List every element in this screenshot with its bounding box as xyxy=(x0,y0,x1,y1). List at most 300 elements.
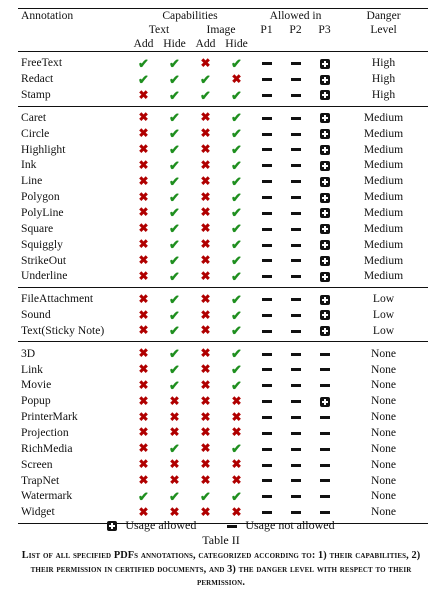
danger-level: None xyxy=(370,457,397,471)
cap-add-text-cell xyxy=(128,205,159,221)
allowed-p1-cell xyxy=(252,205,281,221)
cap-add-image-cell xyxy=(190,425,221,441)
dash-icon xyxy=(291,164,301,167)
dash-icon xyxy=(320,448,330,451)
cross-icon: ✖ xyxy=(200,425,211,440)
cap-add-text-cell xyxy=(128,189,159,205)
header-spacer xyxy=(310,37,339,52)
check-icon: ✔ xyxy=(169,55,180,71)
cap-hide-text-cell xyxy=(159,236,190,252)
dash-icon xyxy=(262,464,272,467)
allowed-p1-cell xyxy=(252,307,281,323)
dash-icon xyxy=(291,180,301,183)
header-image: Image xyxy=(206,23,236,36)
cross-icon: ✖ xyxy=(200,205,211,220)
cap-hide-image-cell xyxy=(221,71,252,87)
cap-hide-text-cell xyxy=(159,377,190,393)
cap-add-text-cell xyxy=(128,141,159,157)
dash-icon xyxy=(262,495,272,498)
cross-icon: ✖ xyxy=(138,291,149,306)
annotation-name: TrapNet xyxy=(21,473,60,487)
cross-icon: ✖ xyxy=(200,237,211,252)
check-icon: ✔ xyxy=(231,173,242,189)
dash-icon xyxy=(262,228,272,231)
table-row xyxy=(18,87,428,106)
dash-icon xyxy=(262,117,272,120)
allowed-p2-cell xyxy=(281,307,310,323)
cap-add-image-cell xyxy=(190,268,221,287)
cross-icon: ✖ xyxy=(200,189,211,204)
cap-hide-image-cell xyxy=(221,125,252,141)
cap-hide-text-cell xyxy=(159,393,190,409)
cap-add-text-cell xyxy=(128,268,159,287)
check-icon: ✔ xyxy=(169,488,180,504)
check-icon: ✔ xyxy=(169,441,180,457)
header-capabilities: Capabilities xyxy=(128,9,252,24)
dash-icon xyxy=(262,384,272,387)
cross-icon: ✖ xyxy=(138,346,149,361)
allowed-p1-cell xyxy=(252,393,281,409)
cap-hide-image-cell xyxy=(221,409,252,425)
dash-icon xyxy=(291,259,301,262)
dash-icon xyxy=(262,94,272,97)
cap-hide-image-cell xyxy=(221,252,252,268)
allowed-p2-cell xyxy=(281,125,310,141)
cap-hide-text-cell xyxy=(159,342,190,361)
check-icon: ✔ xyxy=(169,221,180,237)
cap-add-text-cell xyxy=(128,488,159,504)
dash-icon xyxy=(291,117,301,120)
check-icon: ✔ xyxy=(231,377,242,393)
cross-icon: ✖ xyxy=(200,173,211,188)
cap-add-image-cell xyxy=(190,87,221,106)
header-spacer xyxy=(252,37,281,52)
header-level: Level xyxy=(370,23,397,36)
cross-icon: ✖ xyxy=(231,425,242,440)
cross-icon: ✖ xyxy=(231,504,242,519)
dash-icon xyxy=(291,353,301,356)
cross-icon: ✖ xyxy=(138,237,149,252)
allowed-p2-cell xyxy=(281,268,310,287)
cap-hide-text-cell xyxy=(159,472,190,488)
plus-box-icon xyxy=(320,326,330,336)
cap-add-image-cell xyxy=(190,440,221,456)
cross-icon: ✖ xyxy=(138,189,149,204)
cap-add-image-cell xyxy=(190,409,221,425)
cross-icon: ✖ xyxy=(138,268,149,283)
cap-hide-text-cell xyxy=(159,252,190,268)
plus-box-icon xyxy=(320,161,330,171)
check-icon: ✔ xyxy=(231,157,242,173)
cross-icon: ✖ xyxy=(200,252,211,267)
cross-icon: ✖ xyxy=(138,87,149,102)
table-row xyxy=(18,488,428,504)
header-p2: P2 xyxy=(289,23,302,36)
allowed-p3-cell xyxy=(310,87,339,106)
dash-icon xyxy=(291,330,301,333)
check-icon: ✔ xyxy=(169,252,180,268)
table-row xyxy=(18,456,428,472)
dash-icon xyxy=(262,148,272,151)
danger-level: None xyxy=(370,489,397,503)
allowed-p1-cell xyxy=(252,488,281,504)
header-add-image: Add xyxy=(195,37,216,50)
cap-hide-text-cell xyxy=(159,440,190,456)
cross-icon: ✖ xyxy=(200,323,211,338)
cap-hide-image-cell xyxy=(221,189,252,205)
header-hide-text: Hide xyxy=(163,37,186,50)
cap-add-text-cell xyxy=(128,87,159,106)
check-icon: ✔ xyxy=(169,189,180,205)
cap-hide-text-cell xyxy=(159,323,190,342)
allowed-p3-cell xyxy=(310,409,339,425)
dash-icon xyxy=(291,384,301,387)
allowed-p2-cell xyxy=(281,157,310,173)
plus-box-icon xyxy=(320,75,330,85)
table-row xyxy=(18,157,428,173)
cross-icon: ✖ xyxy=(138,252,149,267)
cross-icon: ✖ xyxy=(138,504,149,519)
cross-icon: ✖ xyxy=(138,221,149,236)
dash-icon xyxy=(291,196,301,199)
cross-icon: ✖ xyxy=(200,441,211,456)
table-row xyxy=(18,173,428,189)
dash-icon xyxy=(320,432,330,435)
plus-box-icon xyxy=(320,177,330,187)
cap-add-text-cell xyxy=(128,377,159,393)
annotation-name: Sound xyxy=(21,308,51,322)
cap-hide-image-cell xyxy=(221,361,252,377)
table-row xyxy=(18,125,428,141)
table-row xyxy=(18,287,428,306)
allowed-p1-cell xyxy=(252,472,281,488)
header-text: Text xyxy=(148,23,170,36)
allowed-p3-cell xyxy=(310,205,339,221)
cap-add-text-cell xyxy=(128,236,159,252)
danger-level: High xyxy=(371,88,396,102)
cap-add-text-cell xyxy=(128,252,159,268)
dash-icon xyxy=(291,133,301,136)
annotation-name: Projection xyxy=(21,425,69,439)
allowed-p2-cell xyxy=(281,252,310,268)
dash-icon xyxy=(262,212,272,215)
check-icon: ✔ xyxy=(231,441,242,457)
check-icon: ✔ xyxy=(169,157,180,173)
cross-icon: ✖ xyxy=(200,268,211,283)
cap-add-text-cell xyxy=(128,52,159,71)
check-icon: ✔ xyxy=(169,291,180,307)
cap-hide-image-cell xyxy=(221,425,252,441)
check-icon: ✔ xyxy=(169,71,180,87)
cross-icon: ✖ xyxy=(169,425,180,440)
cross-icon: ✖ xyxy=(200,504,211,519)
annotation-name: Text(Sticky Note) xyxy=(21,323,105,337)
cap-add-text-cell xyxy=(128,440,159,456)
table-row xyxy=(18,377,428,393)
annotation-name: RichMedia xyxy=(21,441,73,455)
table-row xyxy=(18,342,428,361)
cap-add-text-cell xyxy=(128,307,159,323)
allowed-p3-cell xyxy=(310,425,339,441)
cap-add-text-cell xyxy=(128,472,159,488)
cap-add-text-cell xyxy=(128,342,159,361)
danger-level: None xyxy=(370,394,397,408)
annotation-name: Squiggly xyxy=(21,237,63,251)
plus-box-icon xyxy=(320,397,330,407)
check-icon: ✔ xyxy=(169,205,180,221)
danger-level: Medium xyxy=(363,206,404,220)
legend-allowed xyxy=(107,518,196,532)
allowed-p1-cell xyxy=(252,220,281,236)
plus-box-icon xyxy=(320,90,330,100)
danger-level: None xyxy=(370,425,397,439)
cross-icon: ✖ xyxy=(200,157,211,172)
dash-icon xyxy=(291,416,301,419)
allowed-p3-cell xyxy=(310,323,339,342)
table-header xyxy=(18,9,428,52)
allowed-p2-cell xyxy=(281,440,310,456)
cross-icon: ✖ xyxy=(200,142,211,157)
annotation-name: PrinterMark xyxy=(21,410,78,424)
annotation-name: Ink xyxy=(21,158,37,172)
plus-box-icon xyxy=(320,272,330,282)
allowed-p1-cell xyxy=(252,342,281,361)
annotations-table xyxy=(18,8,428,524)
check-icon: ✔ xyxy=(200,87,211,103)
annotation-name: Redact xyxy=(21,72,54,86)
cap-add-image-cell xyxy=(190,106,221,125)
cross-icon: ✖ xyxy=(169,393,180,408)
cap-hide-image-cell xyxy=(221,488,252,504)
cap-add-text-cell xyxy=(128,125,159,141)
dash-icon xyxy=(291,495,301,498)
plus-box-icon xyxy=(320,193,330,203)
cap-hide-text-cell xyxy=(159,106,190,125)
check-icon: ✔ xyxy=(169,126,180,142)
check-icon: ✔ xyxy=(169,237,180,253)
check-icon: ✔ xyxy=(169,307,180,323)
cap-hide-text-cell xyxy=(159,409,190,425)
danger-level: Medium xyxy=(363,126,404,140)
check-icon: ✔ xyxy=(231,221,242,237)
annotation-name: Stamp xyxy=(21,88,51,102)
header-spacer xyxy=(281,37,310,52)
annotation-name: Screen xyxy=(21,457,53,471)
cap-hide-image-cell xyxy=(221,456,252,472)
check-icon: ✔ xyxy=(169,173,180,189)
dash-icon xyxy=(291,511,301,514)
cross-icon: ✖ xyxy=(200,457,211,472)
cross-icon: ✖ xyxy=(138,409,149,424)
cap-hide-text-cell xyxy=(159,220,190,236)
cross-icon: ✖ xyxy=(231,457,242,472)
annotation-name: FileAttachment xyxy=(18,287,128,306)
allowed-p1-cell xyxy=(252,409,281,425)
cross-icon: ✖ xyxy=(200,126,211,141)
cross-icon: ✖ xyxy=(200,55,211,70)
cap-hide-text-cell xyxy=(159,488,190,504)
cap-hide-text-cell xyxy=(159,157,190,173)
cross-icon: ✖ xyxy=(138,362,149,377)
cap-add-image-cell xyxy=(190,125,221,141)
cross-icon: ✖ xyxy=(169,409,180,424)
cross-icon: ✖ xyxy=(138,323,149,338)
dash-icon xyxy=(320,384,330,387)
check-icon: ✔ xyxy=(169,362,180,378)
cap-add-image-cell xyxy=(190,157,221,173)
check-icon: ✔ xyxy=(231,346,242,362)
cap-add-text-cell xyxy=(128,323,159,342)
cap-add-image-cell xyxy=(190,472,221,488)
cross-icon: ✖ xyxy=(138,205,149,220)
cap-add-image-cell xyxy=(190,71,221,87)
cap-hide-image-cell xyxy=(221,141,252,157)
annotation-name: Highlight xyxy=(21,142,66,156)
dash-icon xyxy=(291,244,301,247)
check-icon: ✔ xyxy=(138,71,149,87)
table-body xyxy=(18,52,428,524)
table-row xyxy=(18,52,428,71)
dash-icon xyxy=(262,353,272,356)
check-icon: ✔ xyxy=(231,126,242,142)
cap-hide-image-cell xyxy=(221,307,252,323)
allowed-p1-cell xyxy=(252,361,281,377)
plus-box-icon xyxy=(320,129,330,139)
allowed-p2-cell xyxy=(281,173,310,189)
dash-icon xyxy=(262,298,272,301)
cap-add-image-cell xyxy=(190,377,221,393)
dash-icon xyxy=(291,448,301,451)
plus-box-icon xyxy=(107,521,117,531)
allowed-p3-cell xyxy=(310,189,339,205)
allowed-p3-cell xyxy=(310,488,339,504)
table-row xyxy=(18,361,428,377)
dash-icon xyxy=(262,275,272,278)
dash-icon xyxy=(262,511,272,514)
legend-not-allowed-label: Usage not allowed xyxy=(245,518,335,532)
allowed-p1-cell xyxy=(252,87,281,106)
allowed-p1-cell xyxy=(252,440,281,456)
check-icon: ✔ xyxy=(231,110,242,126)
check-icon: ✔ xyxy=(200,488,211,504)
annotation-name: Line xyxy=(21,174,43,188)
dash-icon xyxy=(320,416,330,419)
cap-hide-image-cell xyxy=(221,268,252,287)
annotation-name: Caret xyxy=(18,106,128,125)
annotation-name: FreeText xyxy=(18,52,128,71)
danger-level: None xyxy=(370,473,397,487)
allowed-p2-cell xyxy=(281,87,310,106)
cross-icon: ✖ xyxy=(231,409,242,424)
header-p1: P1 xyxy=(260,23,273,36)
cross-icon: ✖ xyxy=(138,126,149,141)
cross-icon: ✖ xyxy=(138,157,149,172)
dash-icon xyxy=(320,511,330,514)
dash-icon xyxy=(262,259,272,262)
check-icon: ✔ xyxy=(169,377,180,393)
cap-add-image-cell xyxy=(190,488,221,504)
cap-hide-image-cell xyxy=(221,106,252,125)
table-row xyxy=(18,268,428,287)
cap-add-text-cell xyxy=(128,361,159,377)
dash-icon xyxy=(262,196,272,199)
dash-icon xyxy=(262,314,272,317)
allowed-p2-cell xyxy=(281,141,310,157)
table-row xyxy=(18,220,428,236)
allowed-p1-cell xyxy=(252,268,281,287)
allowed-p2-cell xyxy=(281,409,310,425)
allowed-p1-cell xyxy=(252,157,281,173)
dash-icon xyxy=(320,353,330,356)
allowed-p2-cell xyxy=(281,71,310,87)
table-row xyxy=(18,425,428,441)
check-icon: ✔ xyxy=(138,55,149,71)
cap-add-text-cell xyxy=(128,220,159,236)
dash-icon xyxy=(291,94,301,97)
check-icon: ✔ xyxy=(231,142,242,158)
allowed-p2-cell xyxy=(281,52,310,71)
plus-box-icon xyxy=(320,224,330,234)
allowed-p1-cell xyxy=(252,125,281,141)
danger-level: Low xyxy=(372,308,395,322)
allowed-p1-cell xyxy=(252,425,281,441)
cap-add-image-cell xyxy=(190,287,221,306)
allowed-p3-cell xyxy=(310,157,339,173)
annotation-name: Circle xyxy=(21,126,50,140)
plus-box-icon xyxy=(320,113,330,123)
allowed-p3-cell xyxy=(310,252,339,268)
cap-hide-text-cell xyxy=(159,141,190,157)
cross-icon: ✖ xyxy=(138,142,149,157)
cap-add-image-cell xyxy=(190,323,221,342)
cap-hide-image-cell xyxy=(221,472,252,488)
cross-icon: ✖ xyxy=(200,221,211,236)
dash-icon xyxy=(291,432,301,435)
check-icon: ✔ xyxy=(169,87,180,103)
header-annotation: Annotation xyxy=(18,9,128,24)
cap-add-text-cell xyxy=(128,71,159,87)
cap-add-image-cell xyxy=(190,205,221,221)
cap-add-image-cell xyxy=(190,52,221,71)
dash-icon xyxy=(262,244,272,247)
cross-icon: ✖ xyxy=(138,377,149,392)
dash-icon xyxy=(262,416,272,419)
dash-icon xyxy=(291,479,301,482)
cross-icon: ✖ xyxy=(138,457,149,472)
cap-hide-text-cell xyxy=(159,287,190,306)
table-row xyxy=(18,205,428,221)
allowed-p1-cell xyxy=(252,377,281,393)
dash-icon xyxy=(262,479,272,482)
allowed-p3-cell xyxy=(310,456,339,472)
header-danger: Danger xyxy=(339,9,428,24)
cross-icon: ✖ xyxy=(200,307,211,322)
allowed-p1-cell xyxy=(252,173,281,189)
cap-add-image-cell xyxy=(190,189,221,205)
cap-add-image-cell xyxy=(190,252,221,268)
allowed-p2-cell xyxy=(281,342,310,361)
cross-icon: ✖ xyxy=(169,472,180,487)
legend xyxy=(0,518,442,532)
check-icon: ✔ xyxy=(169,268,180,284)
table-row xyxy=(18,141,428,157)
dash-icon xyxy=(262,432,272,435)
plus-box-icon xyxy=(320,295,330,305)
cross-icon: ✖ xyxy=(200,362,211,377)
cross-icon: ✖ xyxy=(138,393,149,408)
cap-add-text-cell xyxy=(128,456,159,472)
dash-icon xyxy=(262,78,272,81)
